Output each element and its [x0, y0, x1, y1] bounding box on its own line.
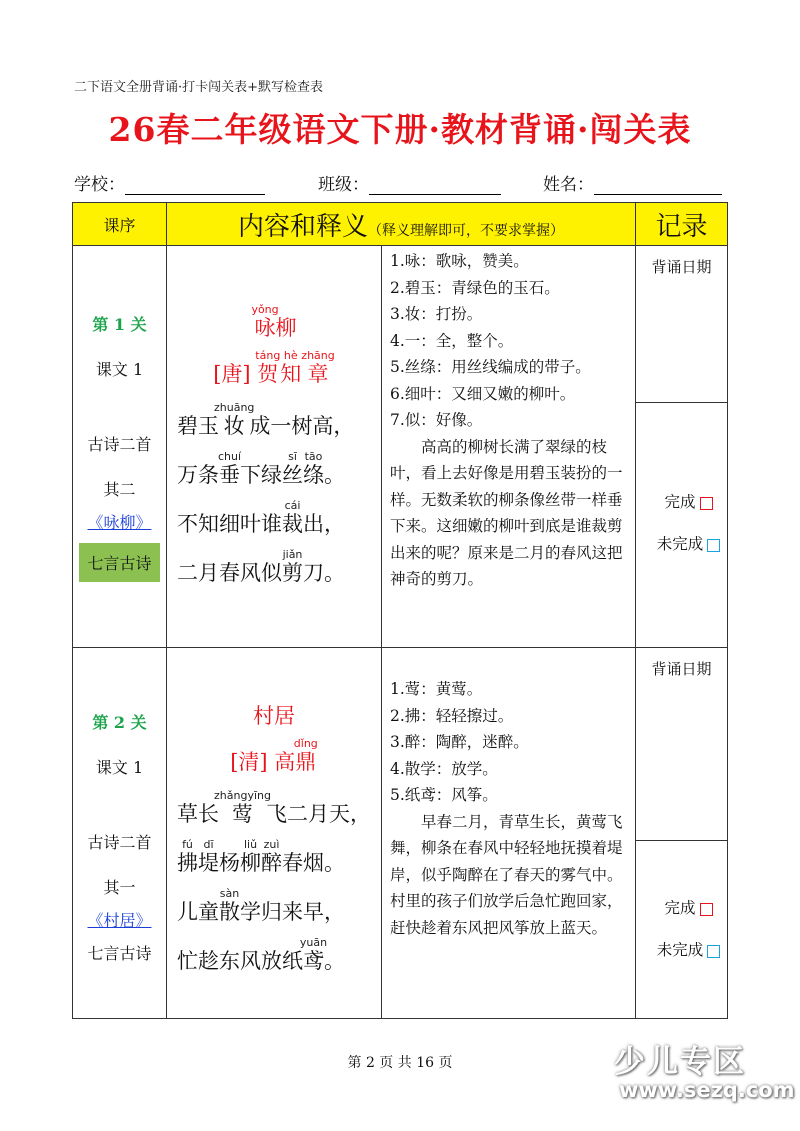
lesson-info [73, 246, 167, 648]
pinyin-char: 咏yǒng [251, 303, 279, 340]
poem-title: 咏yǒng柳 [251, 303, 297, 340]
pinyin-char: 妆zhuāng [214, 401, 255, 438]
header-lesson: 课序 [73, 203, 167, 246]
pinyin-char: 垂chuí [217, 450, 242, 487]
pinyin-char: 鸢yuān [299, 936, 328, 973]
recite-date: 背诵日期 [636, 246, 727, 403]
note-item: 1.咏：歌咏，赞美。 [390, 252, 529, 270]
poem-content [167, 246, 382, 648]
poem-line: 儿童散sàn学归来早， [177, 887, 345, 924]
checkbox-blue-icon [707, 539, 720, 552]
pinyin-char: 鼎dǐng [293, 737, 318, 774]
poem-group: 古诗二首 [87, 435, 152, 454]
pinyin-char: 散sàn [219, 887, 240, 924]
school-field [74, 170, 265, 195]
poem-part: 其一 [103, 878, 136, 897]
lesson-row [73, 246, 728, 648]
lesson-info [73, 648, 167, 1019]
poem-line: 拂fú堤dī杨柳liǔ醉zuì春烟。 [177, 838, 345, 875]
note-item: 2.拂：轻轻擦过。 [390, 706, 514, 725]
pinyin-char: 裁cái [282, 499, 303, 536]
poem-line: 忙趁东风放纸鸢yuān。 [177, 936, 345, 973]
poem-line: 万条垂chuí下绿丝sī绦tāo。 [177, 450, 345, 487]
lesson-row [73, 648, 728, 1019]
poem-line: 碧玉妆zhuāng成一树高， [177, 401, 355, 438]
pinyin-char: 丝sī [282, 450, 303, 487]
pinyin-char: 莺zhǎngyīng [214, 789, 271, 826]
note-item: 4.一：全，整个。 [390, 331, 514, 350]
level-label: 第 1 关 [92, 315, 147, 334]
poem-content [167, 648, 382, 1019]
undone-checkbox[interactable]: 未完成 [650, 929, 727, 971]
poem-author: [清] 高鼎dǐng [230, 737, 318, 774]
poem-type: 七言古诗 [87, 944, 152, 963]
school-label: 学校： [74, 175, 125, 195]
note-item: 2.碧玉：青绿色的玉石。 [390, 278, 560, 297]
class-field [318, 170, 501, 195]
page-footer: 第 2 页 共 16 页 [347, 1055, 453, 1071]
name-label: 姓名： [543, 175, 594, 195]
header-record: 记录 [636, 203, 728, 246]
watermark-logo: 少儿专区 [614, 1044, 746, 1080]
note-item: 6.细叶：又细又嫩的柳叶。 [390, 384, 576, 403]
note-item: 7.似：好像。 [390, 411, 483, 429]
poem-group: 古诗二首 [87, 833, 152, 852]
poem-line: 草长莺zhǎngyīng飞二月天， [177, 789, 371, 826]
poem-line: 不知细叶谁裁cái出， [177, 499, 345, 536]
checkbox-blue-icon [707, 945, 720, 958]
note-item: 5.丝绦：用丝线编成的带子。 [390, 358, 591, 376]
pinyin-char: 章zhāng [301, 349, 335, 386]
translation: 高高的柳树长满了翠绿的枝叶，看上去好像是用碧玉装扮的一样。无数柔软的柳条像丝带一样垂下来。这细嫩的柳叶到底是谁裁剪出来的呢？原来是二月的春风这把神奇的剪刀。 [390, 437, 623, 588]
poem-part: 其二 [103, 480, 136, 499]
checkbox-red-icon [700, 497, 713, 510]
pinyin-char: 醉zuì [261, 838, 282, 875]
lesson-number: 课文 1 [95, 360, 144, 379]
pinyin-char: 堤dī [198, 838, 219, 875]
note-item: 5.纸鸢：风筝。 [390, 786, 498, 804]
watermark-url: www.sezq.com [619, 1078, 795, 1102]
level-label: 第 2 关 [92, 713, 147, 732]
recitation-table [72, 202, 728, 1019]
done-checkbox[interactable]: 完成 [650, 481, 727, 523]
note-item: 4.散学：放学。 [390, 759, 498, 778]
recite-date: 背诵日期 [636, 648, 727, 841]
name-field [543, 170, 722, 195]
poem-link[interactable]: 《村居》 [87, 911, 152, 930]
undone-checkbox[interactable]: 未完成 [650, 523, 727, 565]
pinyin-char: 知hè [280, 349, 302, 386]
pinyin-char: 剪jiǎn [282, 548, 303, 585]
poem-line: 二月春风似剪jiǎn刀。 [177, 548, 345, 585]
poem-title: 村居 [253, 704, 295, 728]
notes-cell [382, 246, 636, 648]
poem-type: 七言古诗 [79, 543, 160, 582]
class-label: 班级： [318, 175, 369, 195]
record-cell [636, 246, 728, 648]
done-checkbox[interactable]: 完成 [650, 887, 727, 929]
pinyin-char: 柳liǔ [240, 838, 261, 875]
note-item: 1.莺：黄莺。 [390, 680, 483, 698]
notes-cell [382, 648, 636, 1019]
page-header: 二下语文全册背诵·打卡闯关表+默写检查表 [74, 80, 324, 95]
note-item: 3.妆：打扮。 [390, 305, 483, 323]
pinyin-char: 拂fú [177, 838, 198, 875]
header-content: 内容和释义（释义理解即可，不要求掌握） [167, 203, 636, 246]
checkbox-red-icon [700, 903, 713, 916]
note-item: 3.醉：陶醉，迷醉。 [390, 733, 529, 751]
pinyin-char: 绦tāo [303, 450, 324, 487]
record-cell [636, 648, 728, 1019]
translation: 早春二月，青草生长，黄莺飞舞，柳条在春风中轻轻地抚摸着堤岸，似乎陶醉在了春天的雾气中。村里的孩子们放学后急忙跑回家，赶快趁着东风把风筝放上蓝天。 [390, 812, 623, 937]
page-title: 26春二年级语文下册·教材背诵·闯关表 [108, 110, 692, 149]
poem-link[interactable]: 《咏柳》 [87, 513, 152, 532]
pinyin-char: 贺táng [255, 349, 281, 386]
lesson-number: 课文 1 [95, 758, 144, 777]
poem-author: [唐] 贺táng知hè章zhāng [213, 349, 335, 386]
